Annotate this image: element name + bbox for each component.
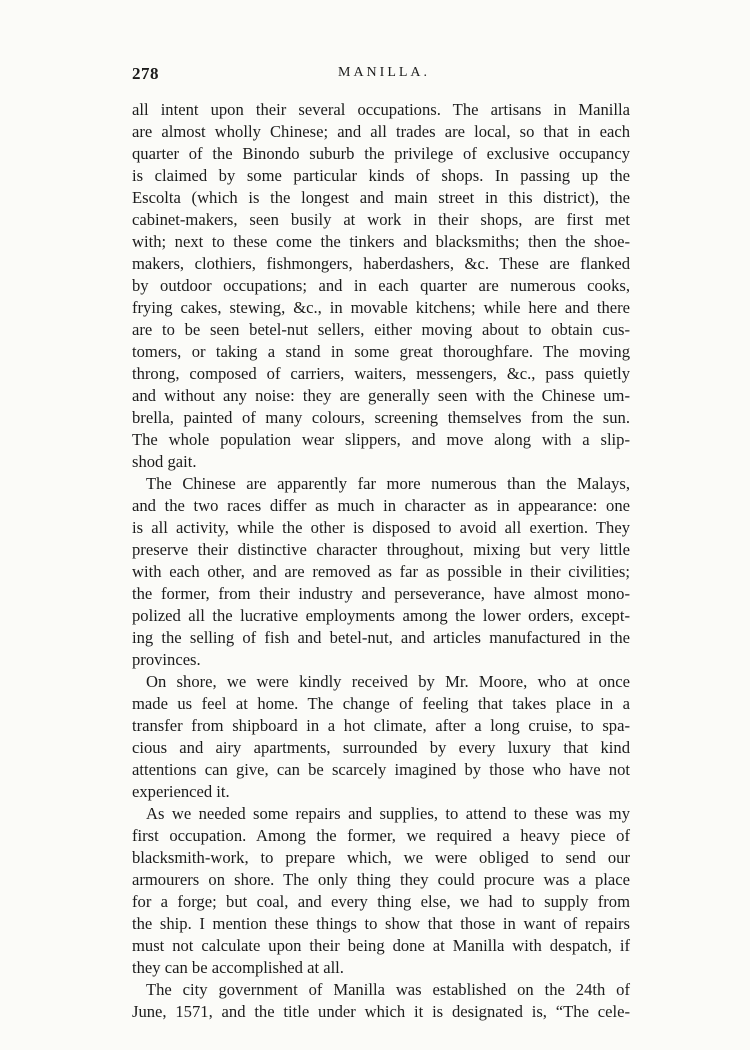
text-line: provinces. <box>132 650 201 669</box>
page-number: 278 <box>132 64 159 83</box>
text-line: all intent upon their several occupations. The artisans in Manilla <box>132 100 630 119</box>
text-line: blacksmith-work, to prepare which, we were obliged to send our <box>132 848 630 867</box>
text-line: and the two races differ as much in character as in appearance: one <box>132 496 630 515</box>
text-line: frying cakes, stewing, &c., in movable kitchens; while here and there <box>132 298 630 317</box>
text-line: The city government of Manilla was established on the 24th of <box>146 980 630 999</box>
text-line: ing the selling of fish and betel-nut, and articles manufactured in the <box>132 628 630 647</box>
text-line: June, 1571, and the title under which it is designated is, “The cele- <box>132 1002 630 1021</box>
text-line: made us feel at home. The change of feeling that takes place in a <box>132 694 630 713</box>
paragraph <box>132 803 630 979</box>
text-line: cious and airy apartments, surrounded by every luxury that kind <box>132 738 630 757</box>
text-line: On shore, we were kindly received by Mr. Moore, who at once <box>146 672 630 691</box>
text-line: polized all the lucrative employments among the lower orders, except- <box>132 606 630 625</box>
text-line: throng, composed of carriers, waiters, messengers, &c., pass quietly <box>132 364 630 383</box>
body-text <box>132 99 630 1023</box>
text-line: quarter of the Binondo suburb the privilege of exclusive occupancy <box>132 144 630 163</box>
text-line: The whole population wear slippers, and move along with a slip- <box>132 430 630 449</box>
text-line: tomers, or taking a stand in some great thoroughfare. The moving <box>132 342 630 361</box>
text-line: shod gait. <box>132 452 197 471</box>
text-line: experienced it. <box>132 782 230 801</box>
text-line: makers, clothiers, fishmongers, haberdashers, &c. These are flanked <box>132 254 630 273</box>
text-line: transfer from shipboard in a hot climate, after a long cruise, to spa- <box>132 716 630 735</box>
text-line: As we needed some repairs and supplies, to attend to these was my <box>146 804 630 823</box>
text-line: they can be accomplished at all. <box>132 958 344 977</box>
text-line: is all activity, while the other is disposed to avoid all exertion. They <box>132 518 630 537</box>
paragraph <box>132 99 630 473</box>
text-line: by outdoor occupations; and in each quarter are numerous cooks, <box>132 276 630 295</box>
text-line: armourers on shore. The only thing they could procure was a place <box>132 870 630 889</box>
text-line: with; next to these come the tinkers and blacksmiths; then the shoe- <box>132 232 630 251</box>
text-line: are almost wholly Chinese; and all trades are local, so that in each <box>132 122 630 141</box>
text-line: are to be seen betel-nut sellers, either moving about to obtain cus- <box>132 320 630 339</box>
text-line: attentions can give, can be scarcely imagined by those who have not <box>132 760 630 779</box>
text-line: The Chinese are apparently far more numerous than the Malays, <box>146 474 630 493</box>
text-line: preserve their distinctive character throughout, mixing but very little <box>132 540 630 559</box>
paragraph <box>132 473 630 671</box>
text-line: with each other, and are removed as far as possible in their civilities; <box>132 562 630 581</box>
text-line: Escolta (which is the longest and main street in this district), the <box>132 188 630 207</box>
text-line: first occupation. Among the former, we required a heavy piece of <box>132 826 630 845</box>
text-line: brella, painted of many colours, screening themselves from the sun. <box>132 408 630 427</box>
text-line: is claimed by some particular kinds of shops. In passing up the <box>132 166 630 185</box>
text-line: cabinet-makers, seen busily at work in their shops, are first met <box>132 210 630 229</box>
running-title: MANILLA. <box>338 65 431 80</box>
text-line: for a forge; but coal, and every thing else, we had to supply from <box>132 892 630 911</box>
text-line: must not calculate upon their being done at Manilla with despatch, if <box>132 936 630 955</box>
text-line: the former, from their industry and perseverance, have almost mono- <box>132 584 630 603</box>
running-head <box>132 64 624 90</box>
paragraph <box>132 671 630 803</box>
paragraph <box>132 979 630 1023</box>
text-line: and without any noise: they are generally seen with the Chinese um- <box>132 386 630 405</box>
text-line: the ship. I mention these things to show that those in want of repairs <box>132 914 630 933</box>
